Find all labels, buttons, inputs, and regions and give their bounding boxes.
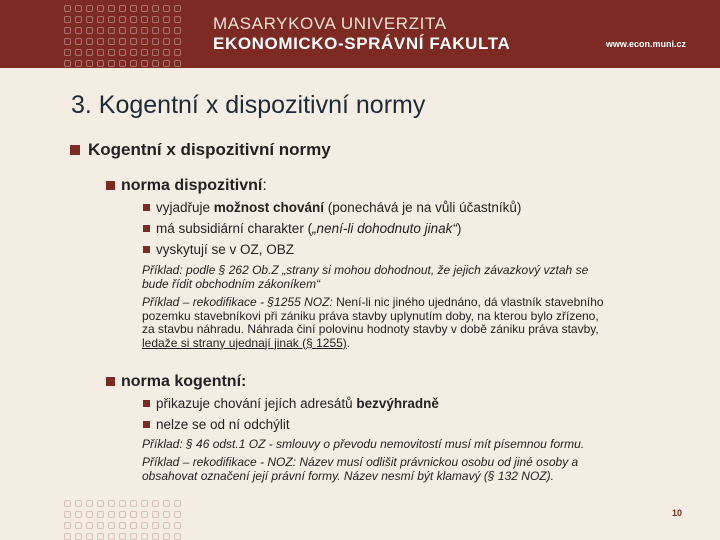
grid-square [130, 60, 137, 67]
example-text: Příklad: podle § 262 Ob.Z „strany si mohou dohodnout, že jejich závazkový vztah se bude řídit obchodním zákoníkem“ [142, 263, 589, 291]
grid-square [97, 522, 104, 529]
dispozitivni-heading: norma dispozitivní: [106, 177, 267, 195]
grid-square [64, 533, 71, 540]
grid-square [163, 60, 170, 67]
grid-square [141, 16, 148, 23]
grid-square [75, 5, 82, 12]
grid-square [174, 38, 181, 45]
grid-square [174, 511, 181, 518]
bullet-icon [143, 225, 150, 232]
grid-square [141, 533, 148, 540]
grid-square [108, 27, 115, 34]
grid-square [86, 38, 93, 45]
grid-square [174, 60, 181, 67]
grid-square [141, 38, 148, 45]
grid-square [130, 522, 137, 529]
grid-square [141, 27, 148, 34]
bullet-icon [143, 421, 150, 428]
grid-square [174, 522, 181, 529]
bullet-icon [106, 181, 115, 190]
grid-square [86, 16, 93, 23]
university-name: MASARYKOVA UNIVERZITA [213, 14, 447, 33]
grid-square [75, 60, 82, 67]
grid-square [97, 27, 104, 34]
grid-square [108, 60, 115, 67]
grid-square [119, 533, 126, 540]
grid-square [152, 522, 159, 529]
grid-square [119, 511, 126, 518]
grid-square [97, 500, 104, 507]
grid-square [119, 38, 126, 45]
list-item: vyjadřuje možnost chování (ponechává je na vůli účastníků) [143, 200, 521, 215]
grid-square [75, 16, 82, 23]
grid-square [64, 500, 71, 507]
grid-square [64, 511, 71, 518]
grid-square [97, 5, 104, 12]
grid-square [141, 511, 148, 518]
grid-square [64, 49, 71, 56]
grid-square [86, 522, 93, 529]
grid-square [152, 38, 159, 45]
grid-square [174, 27, 181, 34]
grid-square [163, 27, 170, 34]
bullet-icon [143, 246, 150, 253]
slide-title: 3. Kogentní x dispozitivní normy [71, 91, 426, 119]
grid-square [119, 522, 126, 529]
grid-square [130, 533, 137, 540]
grid-square [64, 522, 71, 529]
main-bullet: Kogentní x dispozitivní normy [70, 140, 331, 160]
grid-square [64, 16, 71, 23]
grid-square [152, 49, 159, 56]
grid-square [97, 49, 104, 56]
page-number: 10 [671, 508, 682, 518]
faculty-name: EKONOMICKO-SPRÁVNÍ FAKULTA [213, 34, 511, 53]
grid-square [108, 5, 115, 12]
university-logo-grid [64, 5, 190, 61]
grid-square [64, 5, 71, 12]
grid-square [163, 500, 170, 507]
grid-square [108, 49, 115, 56]
grid-square [86, 60, 93, 67]
grid-square [163, 49, 170, 56]
example-text: Příklad – rekodifikace - §1255 NOZ: Není-li nic jiného ujednáno, dá vlastník stavebního pozemku stavebníkovi při zániku práva stavby uplynutím doby, na kterou bylo zřízeno, za stavbu náhradu. Náhrada činí polovinu hodnoty stavby v době zániku práva stavby, ledaže si strany ujednají jinak (§ 1255). [142, 295, 604, 350]
grid-square [108, 38, 115, 45]
grid-square [75, 511, 82, 518]
grid-square [152, 500, 159, 507]
grid-square [75, 522, 82, 529]
grid-square [130, 38, 137, 45]
grid-square [86, 5, 93, 12]
grid-square [152, 27, 159, 34]
grid-square [163, 522, 170, 529]
grid-square [86, 49, 93, 56]
grid-square [163, 38, 170, 45]
kogentni-heading: norma kogentní: [106, 373, 246, 391]
grid-square [130, 16, 137, 23]
grid-square [152, 16, 159, 23]
grid-square [75, 533, 82, 540]
grid-square [97, 60, 104, 67]
grid-square [119, 16, 126, 23]
grid-square [86, 533, 93, 540]
footer-decoration [64, 500, 190, 536]
grid-square [163, 5, 170, 12]
grid-square [141, 500, 148, 507]
grid-square [75, 38, 82, 45]
grid-square [130, 500, 137, 507]
grid-square [141, 60, 148, 67]
grid-square [174, 500, 181, 507]
grid-square [174, 533, 181, 540]
grid-square [97, 533, 104, 540]
list-item: nelze se od ní odchýlit [143, 417, 290, 432]
grid-square [163, 16, 170, 23]
grid-square [163, 511, 170, 518]
grid-square [141, 522, 148, 529]
grid-square [108, 533, 115, 540]
grid-square [174, 5, 181, 12]
grid-square [130, 5, 137, 12]
grid-square [152, 511, 159, 518]
grid-square [75, 500, 82, 507]
grid-square [141, 49, 148, 56]
grid-square [130, 49, 137, 56]
grid-square [86, 27, 93, 34]
website-link[interactable]: www.econ.muni.cz [605, 39, 686, 49]
bullet-icon [106, 377, 115, 386]
grid-square [86, 511, 93, 518]
example-text: Příklad – rekodifikace - NOZ: Název musí odlišit právnickou osobu od jiné osoby a obsahovat označení její právní formy. Název nesmí být klamavý (§ 132 NOZ). [142, 455, 579, 483]
list-item: má subsidiární charakter („není-li dohodnuto jinak“) [143, 221, 461, 236]
grid-square [64, 27, 71, 34]
grid-square [130, 27, 137, 34]
grid-square [75, 49, 82, 56]
bullet-icon [143, 204, 150, 211]
grid-square [97, 511, 104, 518]
grid-square [64, 60, 71, 67]
grid-square [174, 49, 181, 56]
grid-square [130, 511, 137, 518]
grid-square [119, 60, 126, 67]
grid-square [64, 38, 71, 45]
grid-square [97, 16, 104, 23]
grid-square [152, 533, 159, 540]
grid-square [152, 5, 159, 12]
grid-square [152, 60, 159, 67]
grid-square [119, 27, 126, 34]
grid-square [108, 500, 115, 507]
grid-square [163, 533, 170, 540]
grid-square [108, 16, 115, 23]
grid-square [97, 38, 104, 45]
list-item: přikazuje chování jejích adresátů bezvýhradně [143, 396, 439, 411]
grid-square [119, 49, 126, 56]
bullet-icon [143, 400, 150, 407]
grid-square [86, 500, 93, 507]
list-item: vyskytují se v OZ, OBZ [143, 242, 294, 257]
grid-square [119, 5, 126, 12]
grid-square [174, 16, 181, 23]
grid-square [108, 511, 115, 518]
grid-square [119, 500, 126, 507]
grid-square [141, 5, 148, 12]
example-text: Příklad: § 46 odst.1 OZ - smlouvy o převodu nemovitostí musí mít písemnou formu. [142, 437, 585, 451]
header-banner [0, 0, 720, 68]
bullet-icon [70, 145, 80, 155]
grid-square [108, 522, 115, 529]
grid-square [75, 27, 82, 34]
